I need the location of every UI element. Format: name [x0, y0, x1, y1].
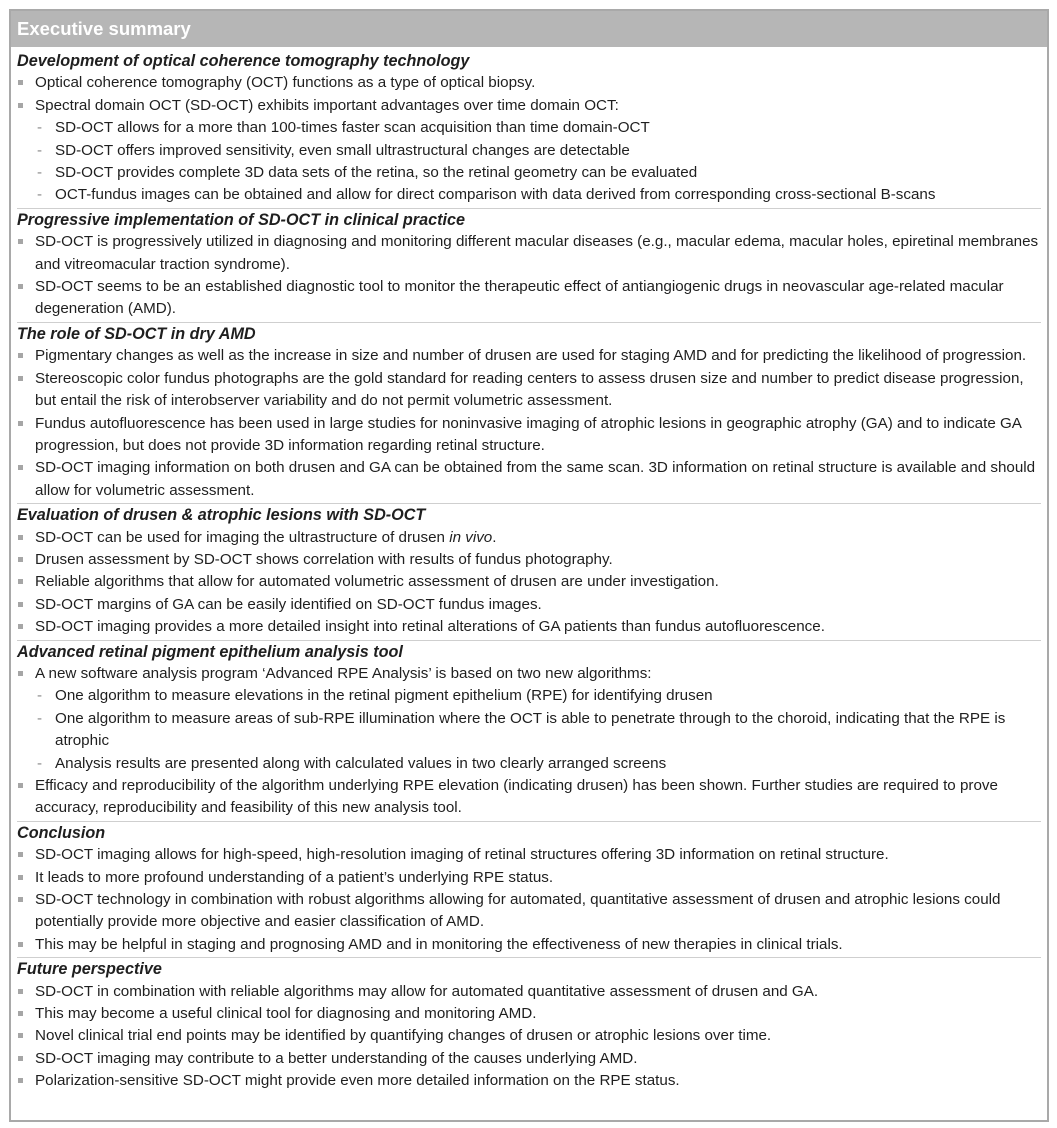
- summary-content: [11, 47, 1047, 1094]
- bullet-item: [17, 663, 1041, 685]
- bullet-text: Stereoscopic color fundus photographs are the gold standard for reading centers to assess drusen size and number to predict disease progression, but entail the risk of interobserver variability and do not permit volumetric assessment.: [35, 369, 1024, 410]
- bullet-text: SD-OCT is progressively utilized in diagnosing and monitoring different macular diseases (e.g., macular edema, macular holes, epiretinal membranes and vitreomacular traction syndrome).: [35, 233, 1039, 273]
- bullet-text: SD-OCT imaging allows for high-speed, high-resolution imaging of retinal structures offering 3D information on retinal structure.: [35, 846, 889, 864]
- bullet-text: Efficacy and reproducibility of the algorithm underlying RPE elevation (indicating drusen) has been shown. Further studies are required to prove accuracy, reproducibility and feasibility of this new analysis tool.: [35, 777, 998, 817]
- bullet-text: It leads to more profound understanding of a patient’s underlying RPE status.: [35, 868, 554, 886]
- bullet-item: [17, 844, 1041, 866]
- executive-summary-box: [9, 9, 1049, 1122]
- bullet-text-end: .: [492, 528, 497, 546]
- bullet-item: [17, 231, 1041, 276]
- bullet-item: [17, 276, 1041, 321]
- sub-item: - SD-OCT allows for a more than 100-times faster scan acquisition than time domain-OCT: [17, 117, 1041, 139]
- sub-item: - SD-OCT offers improved sensitivity, even small ultrastructural changes are detectable: [17, 140, 1041, 162]
- bullet-text: Novel clinical trial end points may be identified by quantifying changes of drusen or atrophic lesions over time.: [35, 1027, 772, 1045]
- bullet-item: [17, 1025, 1041, 1047]
- box-title: Executive summary: [11, 11, 1047, 47]
- summary-section: [17, 821, 1041, 957]
- bullet-item: [17, 616, 1041, 638]
- bullet-text: Polarization-sensitive SD-OCT might provide even more detailed information on the RPE status.: [35, 1072, 680, 1090]
- bullet-text: Optical coherence tomography (OCT) functions as a type of optical biopsy.: [35, 74, 536, 92]
- bullet-item: [17, 72, 1041, 94]
- bullet-text: SD-OCT seems to be an established diagnostic tool to monitor the therapeutic effect of antiangiogenic drugs in neovascular age-related macular degeneration (AMD).: [35, 278, 1004, 318]
- summary-section: [17, 957, 1041, 1093]
- bullet-text: This may be helpful in staging and prognosing AMD and in monitoring the effectiveness of new therapies in clinical trials.: [35, 935, 843, 953]
- section-title: Evaluation of drusen & atrophic lesions with SD-OCT: [17, 506, 426, 525]
- bullet-text: Fundus autofluorescence has been used in large studies for noninvasive imaging of atrophic lesions in geographic atrophy (GA) and to indicate GA progression, but does not provide 3D information regarding retinal structure.: [35, 414, 1022, 454]
- sub-item: - One algorithm to measure areas of sub-RPE illumination where the OCT is able to penetrate through to the choroid, indicating that the RPE is atrophic: [17, 708, 1041, 753]
- sub-item: - Analysis results are presented along with calculated values in two clearly arranged screens: [17, 753, 1041, 775]
- summary-section: [17, 208, 1041, 322]
- bullet-text: SD-OCT margins of GA can be easily identified on SD-OCT fundus images.: [35, 595, 542, 613]
- bullet-text: Spectral domain OCT (SD-OCT) exhibits important advantages over time domain OCT:: [35, 96, 619, 114]
- summary-section: [17, 640, 1041, 821]
- bullet-text: Drusen assessment by SD-OCT shows correlation with results of fundus photography.: [35, 550, 613, 568]
- bullet-item: [17, 345, 1041, 367]
- summary-section: [17, 322, 1041, 503]
- section-title: The role of SD-OCT in dry AMD: [17, 324, 256, 343]
- bullet-text: SD-OCT in combination with reliable algorithms may allow for automated quantitative assessment of drusen and GA.: [35, 982, 819, 1000]
- sub-list: [17, 117, 1041, 207]
- section-title: Advanced retinal pigment epithelium analysis tool: [17, 642, 403, 661]
- bullet-text: SD-OCT can be used for imaging the ultrastructure of drusen: [35, 528, 450, 546]
- bullet-item: [17, 981, 1041, 1003]
- sub-item: - One algorithm to measure elevations in the retinal pigment epithelium (RPE) for identifying drusen: [17, 685, 1041, 707]
- bullet-text: SD-OCT imaging information on both drusen and GA can be obtained from the same scan. 3D information on retinal structure is available and should allow for volumetric assessment.: [35, 459, 1036, 499]
- section-title: Development of optical coherence tomography technology: [17, 52, 470, 70]
- bullet-list: [17, 527, 1041, 639]
- sub-item: - SD-OCT provides complete 3D data sets of the retina, so the retinal geometry can be evaluated: [17, 162, 1041, 184]
- section-title: Conclusion: [17, 823, 106, 842]
- bullet-item: [17, 413, 1041, 458]
- bullet-item: [17, 1070, 1041, 1092]
- bullet-item: [17, 1003, 1041, 1025]
- bullet-item: [17, 1048, 1041, 1070]
- bullet-item: [17, 527, 1041, 549]
- section-title: Future perspective: [17, 960, 162, 979]
- bullet-item: [17, 368, 1041, 413]
- bullet-item: [17, 775, 1041, 820]
- bullet-text: SD-OCT imaging provides a more detailed insight into retinal alterations of GA patients than fundus autofluorescence.: [35, 618, 825, 636]
- bullet-text: Pigmentary changes as well as the increase in size and number of drusen are used for staging AMD and for predicting the likelihood of progression.: [35, 347, 1027, 365]
- bullet-item: [17, 867, 1041, 889]
- bullet-item: [17, 571, 1041, 593]
- sub-item: - OCT-fundus images can be obtained and allow for direct comparison with data derived from corresponding cross-sectional B-scans: [17, 184, 1041, 206]
- bullet-item: [17, 457, 1041, 502]
- bullet-text: A new software analysis program ‘Advanced RPE Analysis’ is based on two new algorithms:: [35, 664, 652, 682]
- bullet-item: [17, 549, 1041, 571]
- bullet-text: Reliable algorithms that allow for automated volumetric assessment of drusen are under investigation.: [35, 573, 719, 591]
- bullet-item: [17, 95, 1041, 117]
- bullet-item: [17, 594, 1041, 616]
- bullet-list: [17, 981, 1041, 1093]
- italic-term: in vivo: [449, 528, 493, 546]
- sub-list: [17, 685, 1041, 775]
- bullet-text: This may become a useful clinical tool for diagnosing and monitoring AMD.: [35, 1005, 537, 1023]
- section-title: Progressive implementation of SD-OCT in clinical practice: [17, 210, 465, 229]
- summary-section: [17, 50, 1041, 208]
- bullet-list: [17, 72, 1041, 206]
- bullet-item: [17, 889, 1041, 934]
- bullet-list: [17, 844, 1041, 956]
- bullet-list: [17, 231, 1041, 321]
- bullet-text: SD-OCT imaging may contribute to a better understanding of the causes underlying AMD.: [35, 1049, 638, 1067]
- bullet-list: [17, 663, 1041, 820]
- bullet-list: [17, 345, 1041, 502]
- bullet-item: [17, 934, 1041, 956]
- bullet-text: SD-OCT technology in combination with robust algorithms allowing for automated, quantitative assessment of drusen and atrophic lesions could potentially provide more objective and easier classification of AMD.: [35, 891, 1001, 931]
- summary-section: [17, 503, 1041, 639]
